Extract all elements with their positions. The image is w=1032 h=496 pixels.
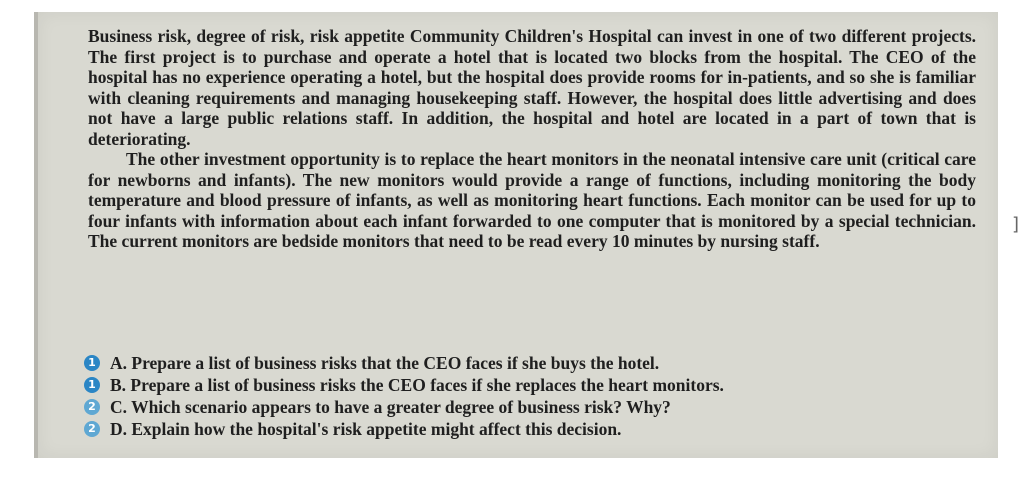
difficulty-2-icon: 2	[84, 421, 100, 437]
question-list	[88, 352, 988, 440]
question-item	[88, 352, 988, 374]
paragraph-1	[88, 26, 976, 149]
question-text: A. Prepare a list of business risks that the CEO faces if she buys the hotel.	[110, 353, 660, 373]
question-text: D. Explain how the hospital's risk appetite might affect this decision.	[110, 419, 622, 439]
difficulty-1-icon: 1	[84, 377, 100, 393]
difficulty-1-icon: 1	[84, 355, 100, 371]
textbook-page	[34, 12, 998, 458]
paragraph-1-body: Community Children's Hospital can invest in one of two different projects. The first project is to purchase and operate a hotel that is located two blocks from the hospital. The CEO of the hospital has no experience operating a hotel, but the hospital does provide rooms for in-patients, and so she is familiar with cleaning requirements and managing housekeeping staff. However, the hospital does little advertising and does not have a large public relations staff. In addition, the hospital and hotel are located in a part of town that is deteriorating.	[88, 26, 977, 149]
page-edge-bracket: ]	[1012, 214, 1020, 235]
problem-text	[88, 26, 976, 252]
problem-title: Business risk, degree of risk, risk appetite	[88, 26, 405, 46]
paragraph-2: The other investment opportunity is to replace the heart monitors in the neonatal intensive care unit (critical care for newborns and infants). The new monitors would provide a range of functions, including monitoring the body temperature and blood pressure of infants, as well as monitoring heart functions. Each monitor can be used for up to four infants with information about each infant forwarded to one computer that is monitored by a special technician. The current monitors are bedside monitors that need to be read every 10 minutes by nursing staff.	[88, 149, 976, 251]
question-item	[88, 396, 988, 418]
question-text: C. Which scenario appears to have a greater degree of business risk? Why?	[110, 397, 671, 417]
question-text: B. Prepare a list of business risks the CEO faces if she replaces the heart monitors.	[110, 375, 724, 395]
difficulty-2-icon: 2	[84, 399, 100, 415]
question-item	[88, 374, 988, 396]
question-item	[88, 418, 988, 440]
